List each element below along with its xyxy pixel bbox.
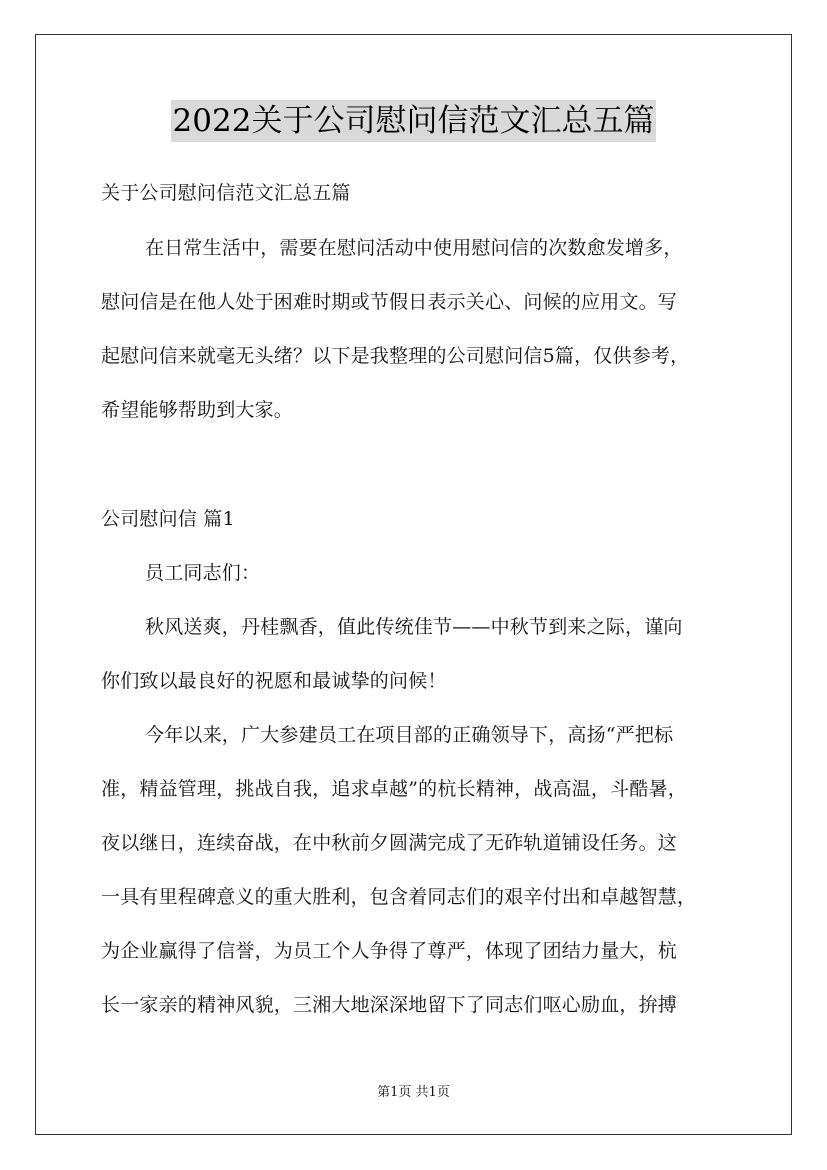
page-footer: 第1页 共1页 xyxy=(377,1085,450,1100)
paragraph2-line-1: 今年以来，广大参建员工在项目部的正确领导下，高扬“严把标 xyxy=(145,724,674,746)
intro-line-3: 起慰问信来就毫无头绪？以下是我整理的公司慰问信5篇，仅供参考， xyxy=(101,345,690,367)
paragraph2-line-6: 长一家亲的精神风貌，三湘大地深深地留下了同志们呕心励血，拚搏 xyxy=(101,994,678,1016)
section-heading: 公司慰问信 篇1 xyxy=(101,508,235,530)
subtitle: 关于公司慰问信范文汇总五篇 xyxy=(101,182,351,204)
paragraph2-line-4: 一具有里程碑意义的重大胜利，包含着同志们的艰辛付出和卓越智慧， xyxy=(101,886,697,908)
document-title: 2022关于公司慰问信范文汇总五篇 xyxy=(171,100,657,142)
paragraph2-line-5: 为企业赢得了信誉，为员工个人争得了尊严，体现了团结力量大，杭 xyxy=(101,940,678,962)
intro-line-2: 慰问信是在他人处于困难时期或节假日表示关心、问候的应用文。写 xyxy=(101,291,678,313)
intro-line-4: 希望能够帮助到大家。 xyxy=(101,399,294,421)
salutation: 员工同志们： xyxy=(145,562,261,584)
paragraph2-line-2: 准，精益管理，挑战自我，追求卓越”的杭长精神，战高温，斗酷暑， xyxy=(101,778,687,800)
title-wrap xyxy=(0,100,827,142)
paragraph1-line-1: 秋风送爽，丹桂飘香，值此传统佳节——中秋节到来之际，谨向 xyxy=(145,616,683,638)
paragraph1-line-2: 你们致以最良好的祝愿和最诚挚的问候！ xyxy=(101,670,447,692)
intro-line-1: 在日常生活中，需要在慰问活动中使用慰问信的次数愈发增多， xyxy=(145,237,683,259)
paragraph2-line-3: 夜以继日，连续奋战，在中秋前夕圆满完成了无砟轨道铺设任务。这 xyxy=(101,832,678,854)
